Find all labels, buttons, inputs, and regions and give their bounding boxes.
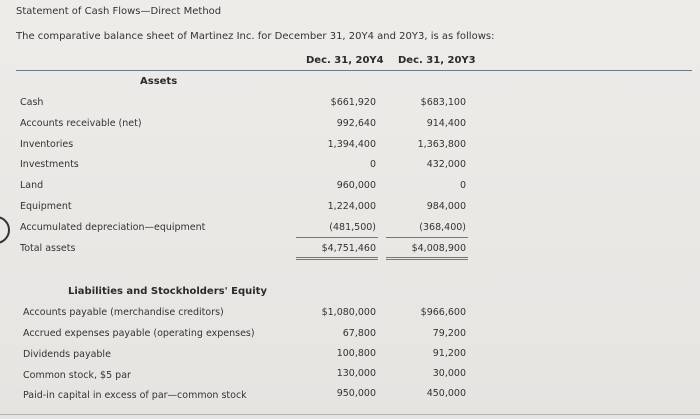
value-20y4: 0 [369,159,376,170]
value-20y4: 992,640 [336,118,376,129]
total-rule-20y4 [296,257,378,258]
value-20y3: 30,000 [432,368,466,379]
bottom-rule [0,414,700,415]
liabilities-heading: Liabilities and Stockholders' Equity [68,286,267,297]
value-20y4: $4,751,460 [321,243,376,254]
row-label: Inventories [20,139,74,150]
value-20y4: 1,224,000 [327,201,376,212]
row-label: Paid-in capital in excess of par—common stock [23,390,247,401]
value-20y3: 984,000 [426,201,466,212]
row-label: Equipment [20,201,72,212]
header-rule [16,70,692,71]
value-20y3: 91,200 [432,348,466,359]
value-20y4: 1,394,400 [327,139,376,150]
row-label: Cash [20,97,44,108]
value-20y3: $683,100 [420,97,466,108]
row-label: Accumulated depreciation—equipment [20,222,206,233]
value-20y4: 960,000 [336,180,376,191]
value-20y3: $966,600 [420,307,466,318]
subtotal-rule-20y4 [296,237,378,238]
row-label: Accounts payable (merchandise creditors) [23,307,224,318]
row-label: Accrued expenses payable (operating expenses) [23,328,255,339]
value-20y3: (368,400) [419,222,466,233]
value-20y3: 914,400 [426,118,466,129]
circle-marker [0,216,10,244]
intro-text: The comparative balance sheet of Martinez Inc. for December 31, 20Y4 and 20Y3, is as follows: [16,31,495,42]
value-20y4: $1,080,000 [321,307,376,318]
page-title: Statement of Cash Flows—Direct Method [16,6,222,17]
total-rule-20y3 [386,257,468,258]
row-label: Dividends payable [23,349,111,360]
value-20y4: 130,000 [336,368,376,379]
total-rule-20y3-second [386,259,468,260]
value-20y4: (481,500) [329,222,376,233]
column-header-20y3: Dec. 31, 20Y3 [398,55,476,66]
value-20y3: 450,000 [426,388,466,399]
row-label: Investments [20,159,79,170]
value-20y3: 1,363,800 [417,139,466,150]
value-20y3: 79,200 [432,328,466,339]
value-20y4: 67,800 [342,328,376,339]
subtotal-rule-20y3 [386,237,468,238]
value-20y4: $661,920 [330,97,376,108]
value-20y4: 950,000 [336,388,376,399]
value-20y3: $4,008,900 [411,243,466,254]
value-20y4: 100,800 [336,348,376,359]
row-label: Accounts receivable (net) [20,118,142,129]
row-label: Land [20,180,44,191]
column-header-20y4: Dec. 31, 20Y4 [306,55,384,66]
assets-heading: Assets [140,76,178,87]
row-label: Common stock, $5 par [23,370,131,381]
row-label: Total assets [20,243,76,254]
value-20y3: 432,000 [426,159,466,170]
value-20y3: 0 [459,180,466,191]
total-rule-20y4-second [296,259,378,260]
